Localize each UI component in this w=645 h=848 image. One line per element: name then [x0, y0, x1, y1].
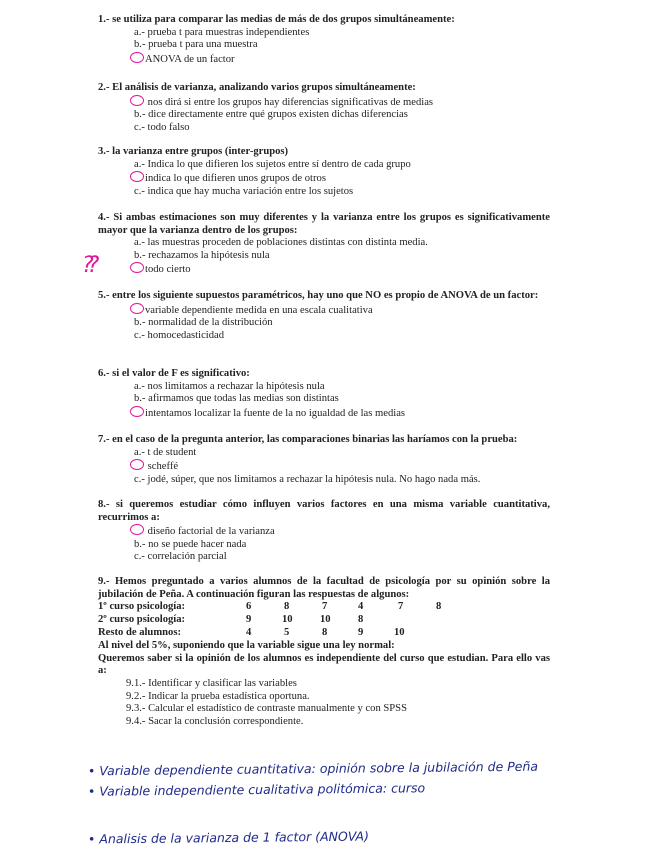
circle-mark-icon: [130, 52, 144, 63]
option-c-circled: intentamos localizar la fuente de la no igualdad de las medias: [134, 406, 550, 421]
question-6: [98, 368, 550, 420]
option-b: b.- afirmamos que todas las medias son distintas: [134, 393, 339, 405]
step-item: 9.4.- Sacar la conclusión correspondiente.: [126, 715, 304, 727]
question-title: 6.- si el valor de F es significativo:: [98, 368, 250, 379]
question-7: [98, 434, 550, 486]
question-title: 1.- se utiliza para comparar las medias de más de dos grupos simultáneamente:: [98, 14, 455, 25]
option-a: a.- t de student: [134, 446, 197, 458]
score: 5: [284, 627, 290, 639]
option-c: c.- todo falso: [134, 121, 190, 133]
score: 6: [246, 601, 252, 613]
score: 10: [394, 627, 405, 639]
score: 7: [398, 601, 404, 613]
score: 4: [246, 627, 252, 639]
circle-mark-icon: [130, 303, 144, 314]
question-5: [98, 290, 550, 342]
circle-mark-icon: [130, 524, 144, 535]
option-c-circled: ANOVA de un factor: [134, 52, 550, 67]
scores-row-2: [98, 614, 550, 627]
circle-mark-icon: [130, 171, 144, 182]
circle-mark-icon: [130, 262, 144, 273]
option-b: b.- prueba t para una muestra: [134, 39, 258, 51]
score: 10: [282, 614, 293, 626]
option-a-circled: nos dirá si entre los grupos hay diferencias significativas de medias: [134, 95, 550, 110]
step-item: 9.2.- Indicar la prueba estadística oportuna.: [126, 690, 310, 702]
score: 9: [246, 614, 252, 626]
scores-table: [98, 601, 550, 640]
step-item: 9.3.- Calcular el estadístico de contraste manualmente y con SPSS: [126, 703, 407, 715]
option-c: c.- homocedasticidad: [134, 329, 225, 341]
row-label: 2º curso psicología:: [98, 614, 186, 626]
option-c-circled: todo cierto: [134, 262, 550, 277]
option-c: c.- jodé, súper, que nos limitamos a rechazar la hipótesis nula. No hago nada más.: [134, 473, 481, 485]
row-label: 1º curso psicología:: [98, 601, 186, 613]
question-title: 3.- la varianza entre grupos (inter-grupos): [98, 146, 289, 157]
question-2: [98, 82, 550, 134]
question-4: [98, 212, 550, 277]
question-3: [98, 146, 550, 198]
option-b: b.- no se puede hacer nada: [134, 538, 247, 550]
option-b: b.- rechazamos la hipótesis nula: [134, 249, 270, 261]
option-a: a.- las muestras proceden de poblaciones distintas con distinta media.: [134, 237, 428, 249]
score: 10: [320, 614, 331, 626]
score: 8: [436, 601, 442, 613]
scores-row-3: [98, 627, 550, 640]
question-1: [98, 14, 550, 66]
handwritten-note-2: • Variable independiente cualitativa politómica: curso: [87, 780, 426, 799]
handwritten-note-1: • Variable dependiente cuantitativa: opinión sobre la jubilación de Peña: [87, 758, 539, 779]
circle-mark-icon: [130, 459, 144, 470]
question-marks-annotation: ??: [82, 253, 94, 278]
option-a: a.- Indica lo que difieren los sujetos entre sí dentro de cada grupo: [134, 158, 411, 170]
score: 7: [322, 601, 328, 613]
option-b-circled: indica lo que difieren unos grupos de otros: [134, 171, 550, 186]
option-b: b.- normalidad de la distribución: [134, 317, 273, 329]
circle-mark-icon: [130, 95, 144, 106]
question-title: 8.- si queremos estudiar cómo influyen varios factores en una misma variable cuantitativa, recurrimos a:: [98, 499, 550, 523]
option-a: a.- nos limitamos a rechazar la hipótesis nula: [134, 380, 325, 392]
row-label: Resto de alumnos:: [98, 627, 181, 639]
option-c: c.- correlación parcial: [134, 551, 227, 563]
question-9-intro: 9.- Hemos preguntado a varios alumnos de la facultad de psicología por su opinión sobre la jubilación de Peña. A continuación figuran las respuestas de algunos:: [98, 576, 550, 600]
score: 9: [358, 627, 364, 639]
score: 8: [358, 614, 364, 626]
handwritten-note-3: • Analisis de la varianza de 1 factor (ANOVA): [87, 828, 369, 847]
option-c: c.- indica que hay mucha variación entre los sujetos: [134, 185, 354, 197]
option-a: a.- prueba t para muestras independientes: [134, 26, 310, 38]
question-title: 4.- Si ambas estimaciones son muy diferentes y la varianza entre los grupos es significativamente mayor que la varianza dentro de los grupos:: [98, 212, 550, 236]
question-title: 5.- entre los siguiente supuestos paramétricos, hay uno que NO es propio de ANOVA de un factor:: [98, 290, 539, 301]
option-a-circled: diseño factorial de la varianza: [134, 524, 550, 539]
statement-goal: Queremos saber si la opinión de los alumnos es independiente del curso que estudian. Para ello vas a:: [98, 652, 550, 677]
option-b: b.- dice directamente entre qué grupos existen dichas diferencias: [134, 109, 408, 121]
circle-mark-icon: [130, 406, 144, 417]
statement-significance: Al nivel del 5%, suponiendo que la variable sigue una ley normal:: [98, 640, 395, 652]
scores-row-1: [98, 601, 550, 614]
score: 4: [358, 601, 364, 613]
option-b-circled: scheffé: [134, 459, 550, 474]
step-item: 9.1.- Identificar y clasificar las variables: [126, 677, 297, 689]
question-8: [98, 499, 550, 564]
score: 8: [284, 601, 290, 613]
option-a-circled: variable dependiente medida en una escala cualitativa: [134, 303, 550, 318]
question-title: 2.- El análisis de varianza, analizando varios grupos simultáneamente:: [98, 82, 416, 93]
question-title: 7.- en el caso de la pregunta anterior, las comparaciones binarias las haríamos con la prueba:: [98, 434, 518, 445]
score: 8: [322, 627, 328, 639]
question-9: [98, 576, 550, 728]
